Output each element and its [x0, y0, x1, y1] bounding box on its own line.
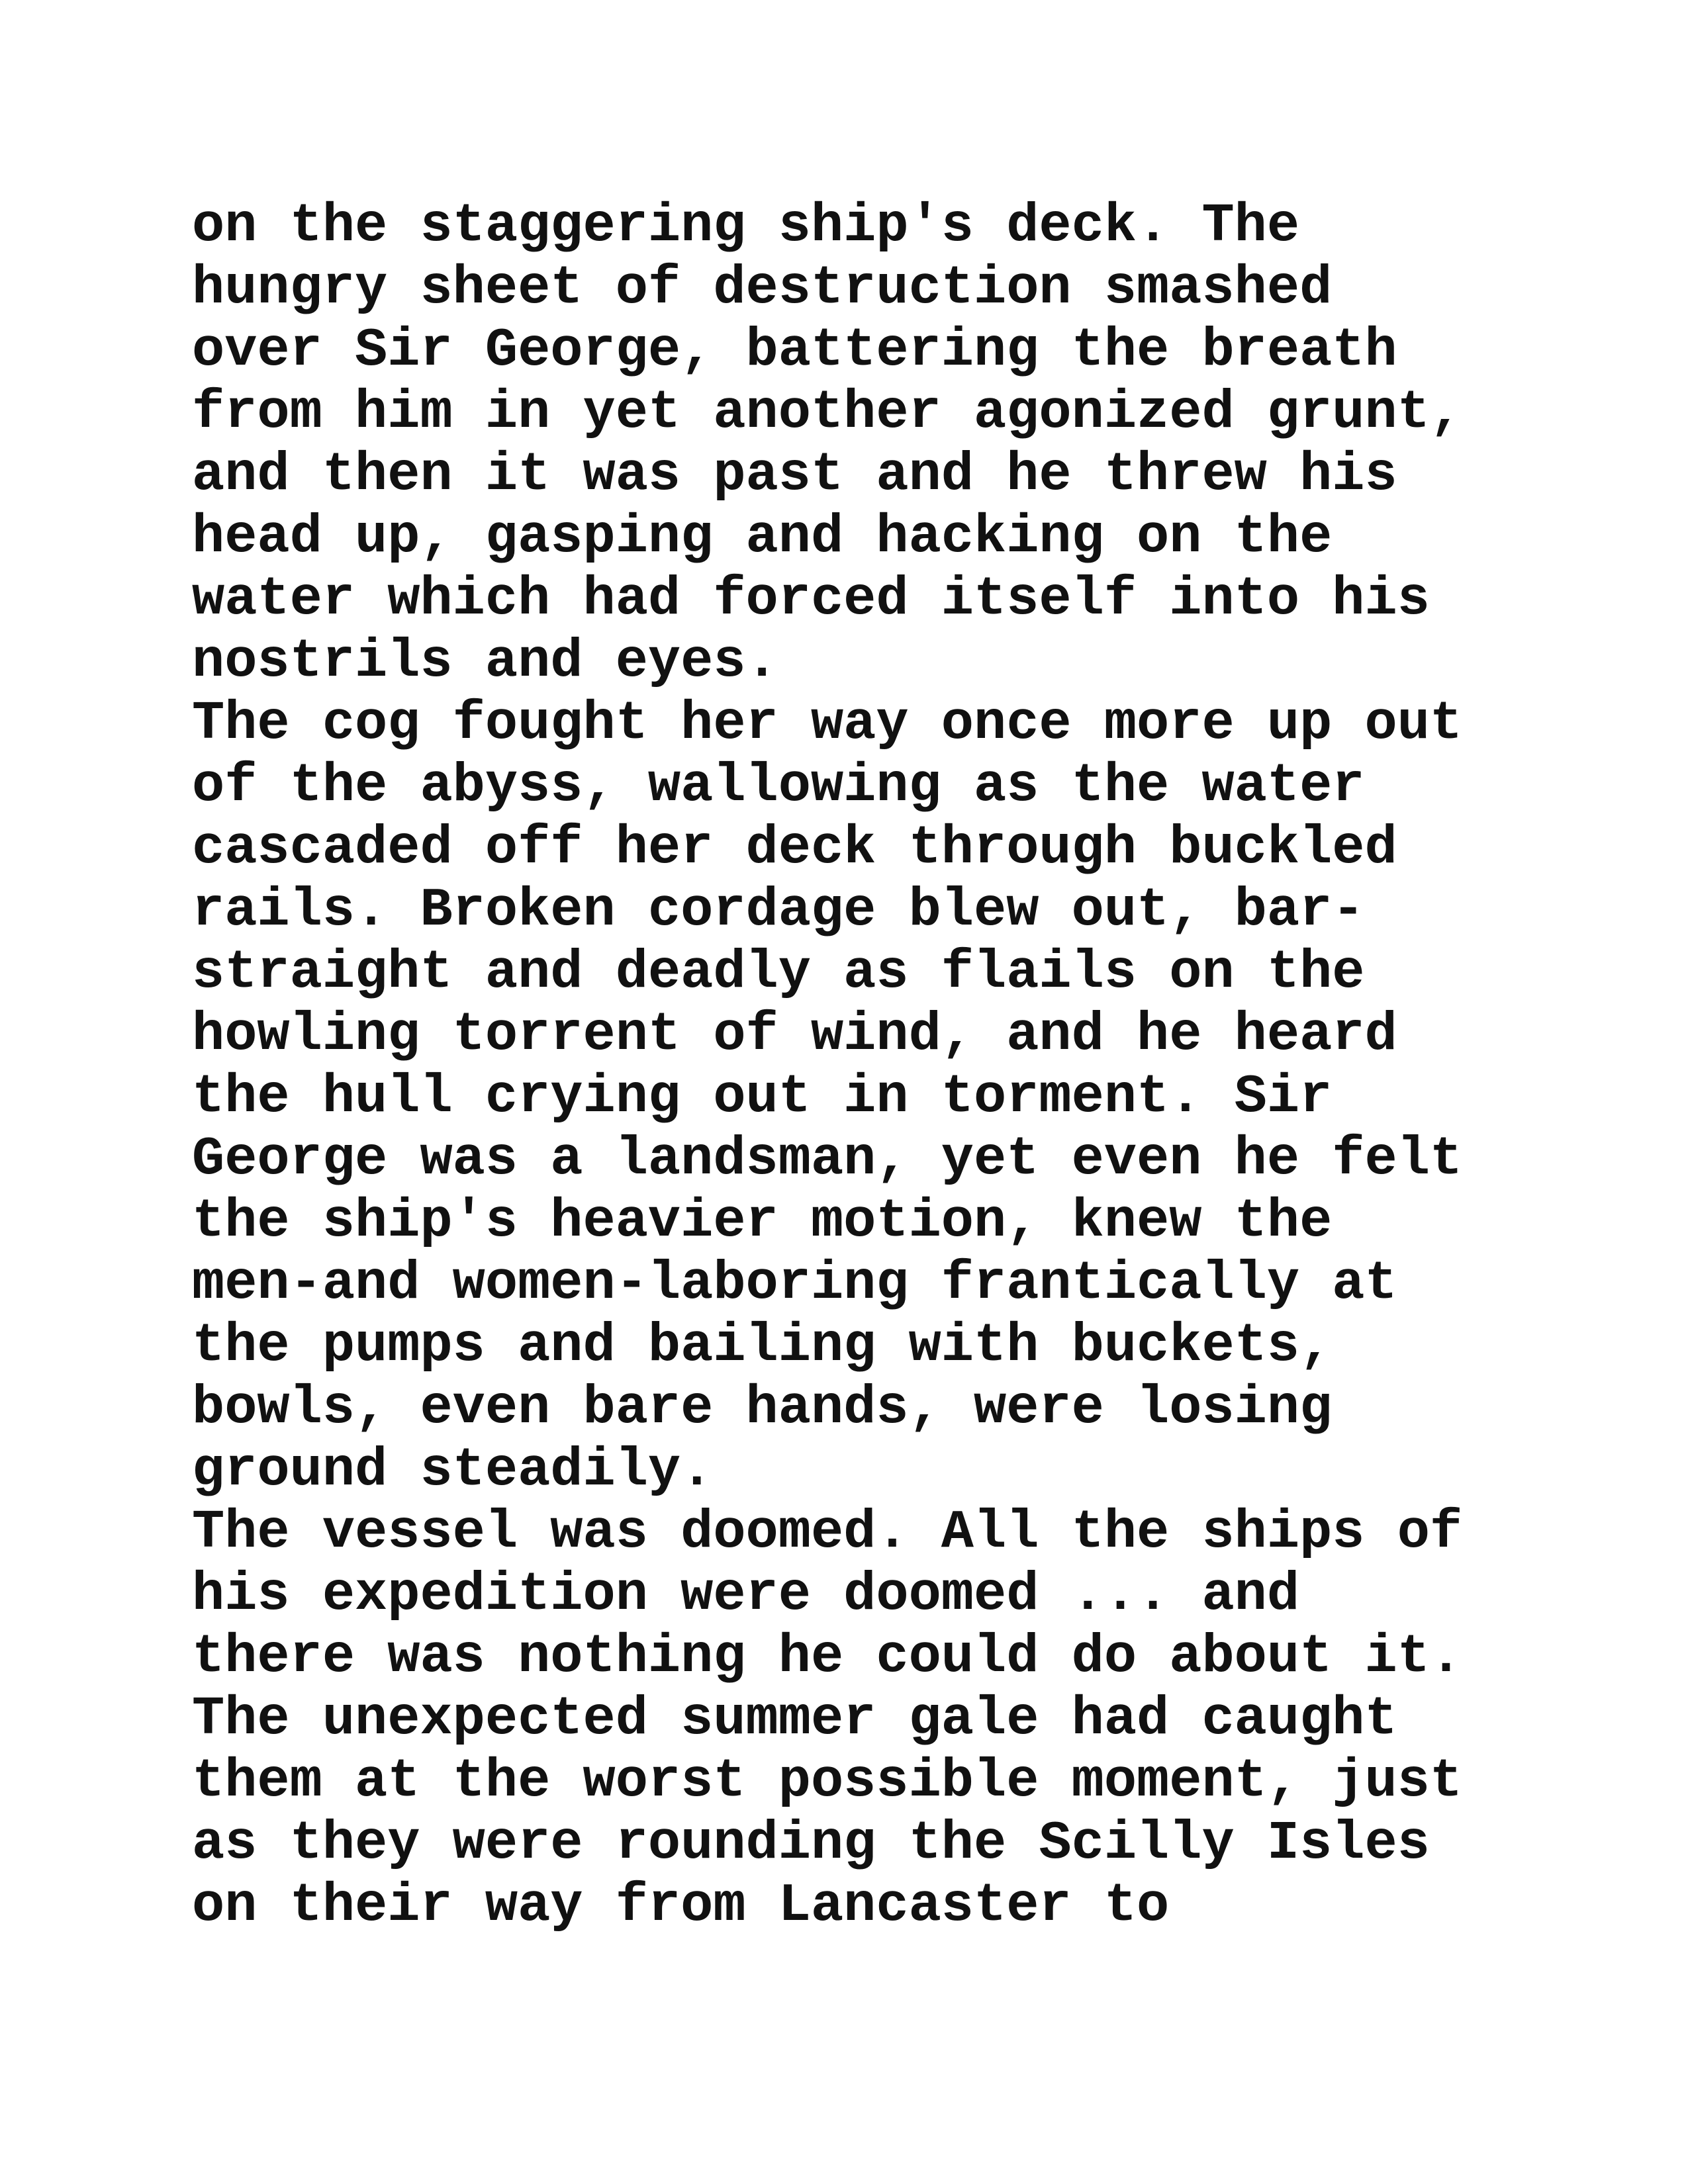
text-line: his expedition were doomed ... and [192, 1564, 1300, 1625]
text-line: The vessel was doomed. All the ships of [192, 1502, 1463, 1563]
text-line: head up, gasping and hacking on the [192, 506, 1333, 568]
text-line: straight and deadly as flails on the [192, 942, 1365, 1003]
text-line: them at the worst possible moment, just [192, 1751, 1463, 1812]
text-line: men-and women-laboring frantically at [192, 1253, 1397, 1314]
text-line: hungry sheet of destruction smashed [192, 257, 1333, 319]
text-line: there was nothing he could do about it. [192, 1626, 1463, 1688]
text-line: the pumps and bailing with buckets, [192, 1315, 1333, 1377]
text-line: the hull crying out in torment. Sir [192, 1066, 1333, 1128]
text-line: cascaded off her deck through buckled [192, 817, 1397, 879]
text-line: of the abyss, wallowing as the water [192, 755, 1365, 817]
text-line: The cog fought her way once more up out [192, 693, 1463, 754]
text-line: nostrils and eyes. [192, 631, 778, 692]
text-line: on the staggering ship's deck. The [192, 195, 1300, 257]
body-text [192, 195, 1516, 1937]
text-line: as they were rounding the Scilly Isles [192, 1813, 1430, 1874]
text-line: rails. Broken cordage blew out, bar- [192, 880, 1365, 941]
text-line: howling torrent of wind, and he heard [192, 1004, 1397, 1066]
text-line: George was a landsman, yet even he felt [192, 1128, 1463, 1190]
text-line: The unexpected summer gale had caught [192, 1688, 1397, 1750]
text-line: water which had forced itself into his [192, 569, 1430, 630]
text-line: over Sir George, battering the breath [192, 320, 1397, 381]
text-line: and then it was past and he threw his [192, 444, 1397, 506]
text-line: from him in yet another agonized grunt, [192, 382, 1463, 443]
text-line: the ship's heavier motion, knew the [192, 1191, 1333, 1252]
text-line: bowls, even bare hands, were losing [192, 1377, 1333, 1439]
text-line: on their way from Lancaster to [192, 1875, 1170, 1936]
text-line: ground steadily. [192, 1439, 714, 1501]
